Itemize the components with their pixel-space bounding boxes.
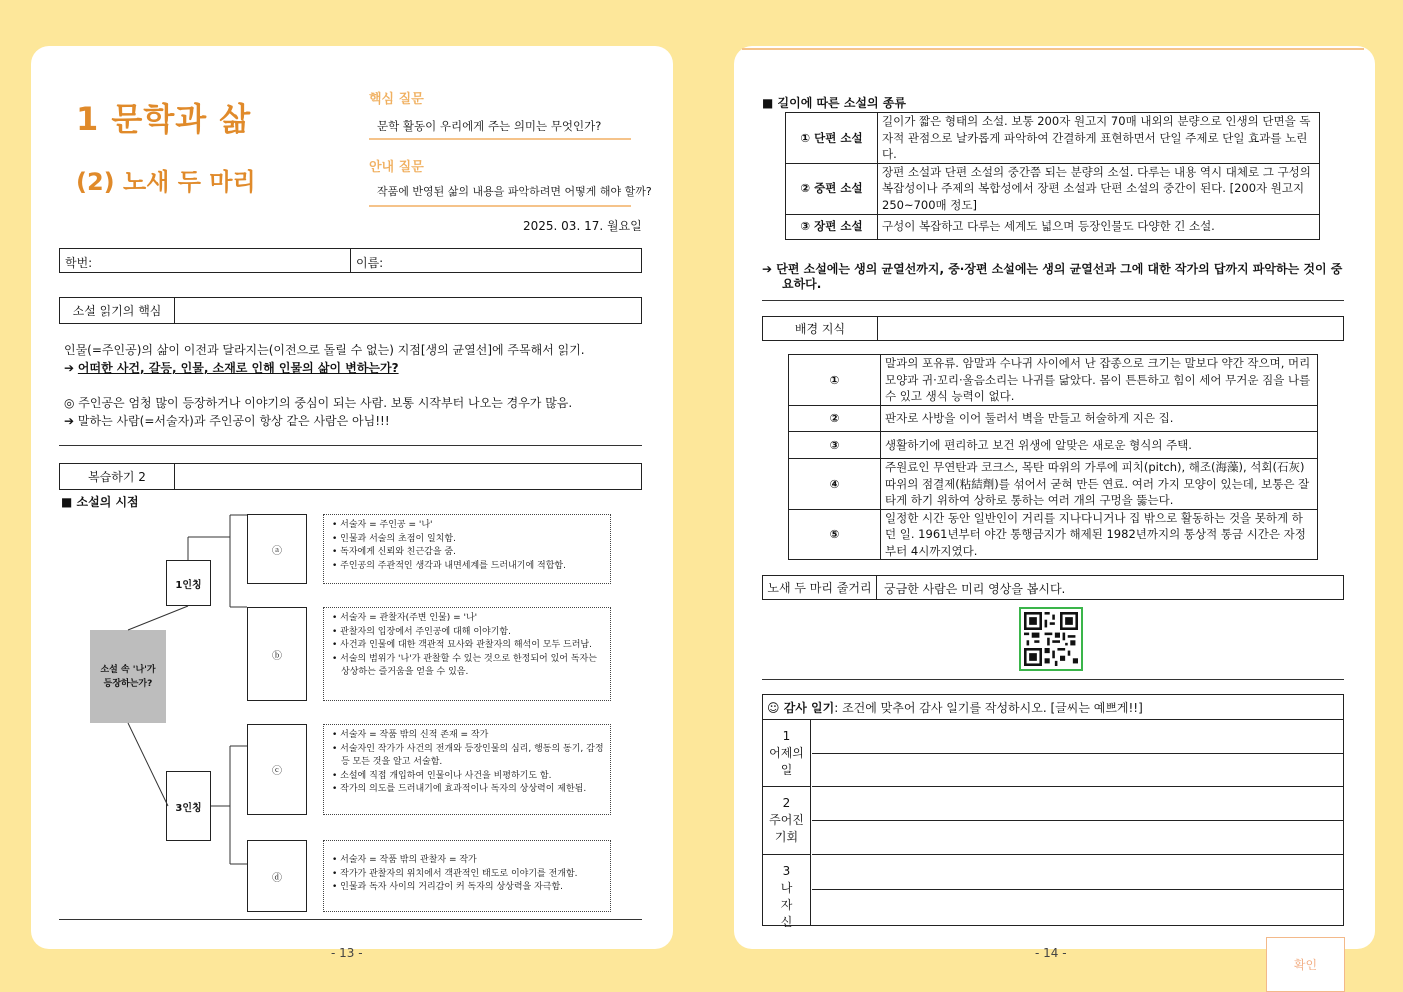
diary-line-input[interactable]	[812, 890, 1343, 925]
table-row	[786, 113, 1320, 164]
background-text: 판자로 사방을 이어 둘러서 벽을 만들고 허술하게 지은 집.	[881, 406, 1318, 432]
novel-type-desc: 구성이 복잡하고 다루는 세계도 넓으며 등장인물도 다양한 긴 소설.	[878, 214, 1320, 239]
arrow-icon: ➔	[64, 414, 75, 428]
note-line: • 주인공의 주관적인 생각과 내면세계를 드러내기에 적합함.	[332, 560, 566, 571]
diary-row-num: 1	[782, 729, 791, 743]
page-number-left: - 13 -	[331, 946, 363, 960]
reading-core-label: 소설 읽기의 핵심	[60, 298, 175, 323]
student-info-box	[59, 248, 642, 273]
core-line-3: ◎ 주인공은 엄청 많이 등장하거나 이야기의 중심이 되는 사람. 보통 시작부터 나오는 경우가 많음.	[64, 396, 573, 410]
diary-row-text: 어제의 일	[769, 746, 804, 777]
divider	[762, 679, 1344, 680]
table-row	[789, 355, 1318, 406]
review-label: 복습하기 2	[60, 464, 175, 489]
diary-line-input[interactable]	[812, 821, 1343, 855]
diary-instruction: : 조건에 맞추어 감사 일기를 작성하시오. [글씨는 예쁘게!!]	[834, 701, 1143, 715]
diary-row-text: 주어진 기회	[769, 813, 804, 844]
summary-line-row	[762, 262, 1344, 292]
background-text: 일정한 시간 동안 일반인이 거리를 지나다니거나 집 밖으로 활동하는 것을 못하게 하던 일. 1961년부터 야간 통행금지가 해제된 1982년까지의 통상적 통금 시간은 자정부터 4시까지였다.	[881, 509, 1318, 560]
note-line: • 서술자 = 작품 밖의 관찰자 = 작가	[332, 855, 477, 865]
core-line-2-row	[64, 359, 399, 376]
core-question-label: 핵심 질문	[369, 92, 424, 107]
table-row	[789, 459, 1318, 510]
left-page	[31, 46, 673, 949]
arrow-icon: ➔	[64, 361, 75, 375]
date: 2025. 03. 17. 월요일	[523, 219, 642, 233]
diary-row-text: 나 자신	[780, 881, 793, 929]
table-row	[789, 406, 1318, 432]
diary-title: ☺ 감사 일기	[767, 701, 835, 715]
novel-type-desc: 장편 소설과 단편 소설의 중간쯤 되는 분량의 소설. 다루는 내용 역시 대체로 그 구성의 복잡성이나 주제의 복합성에서 장편 소설과 단편 소설의 중간이 된다. [200자 원고지 250~700매 정도]	[878, 163, 1320, 214]
background-num: ②	[789, 406, 881, 432]
note-line: • 작가의 의도를 드러내기에 효과적이나 독자의 상상력이 제한됨.	[332, 784, 587, 794]
review-input[interactable]	[176, 465, 640, 488]
root-question-box: 소설 속 '나'가 등장하는가?	[90, 630, 166, 723]
gratitude-diary	[762, 694, 1344, 929]
background-text: 주원료인 무연탄과 코크스, 목탄 따위의 가루에 피치(pitch), 해조(海藻), 석회(石灰) 따위의 점결제(粘結劑)를 섞어서 굳혀 만든 연료. 여러 가지 모양이 있는데, 보통은 잘 타게 하기 위하여 상하로 통하는 여러 개의 구멍을 뚫는다.	[881, 459, 1318, 510]
note-line: • 사건과 인물에 대한 객관적 묘사와 관찰자의 해석이 모두 드러남.	[332, 640, 592, 650]
table-row	[786, 163, 1320, 214]
first-person-box: 1인칭	[166, 560, 211, 606]
guide-question: 작품에 반영된 삶의 내용을 파악하려면 어떻게 해야 할까?	[377, 185, 652, 198]
diary-row-num: 3	[782, 864, 791, 878]
student-id-label: 학번:	[65, 256, 93, 270]
guide-question-label: 안내 질문	[369, 160, 424, 175]
qr-code-image	[1024, 612, 1078, 666]
note-line: • 관찰자의 입장에서 주인공에 대해 이야기함.	[332, 626, 511, 637]
background-num: ①	[789, 355, 881, 406]
diary-line-input[interactable]	[812, 855, 1343, 890]
guide-question-underline	[369, 205, 631, 207]
diary-line-input[interactable]	[812, 720, 1343, 754]
note-d	[323, 840, 611, 912]
viewpoint-heading: ■ 소설의 시점	[61, 495, 139, 509]
background-label: 배경 지식	[763, 317, 878, 340]
note-line: • 서술자 = 관찰자(주변 인물) = '나'	[332, 613, 478, 623]
background-text: 말과의 포유류. 암말과 수나귀 사이에서 난 잡종으로 크기는 말보다 약간 작으며, 머리 모양과 귀·꼬리·울음소리는 나귀를 닮았다. 몸이 튼튼하고 힘이 세어 무거운 짐을 나를 수 있고 생식 능력이 없다.	[881, 355, 1318, 406]
chapter-title: 1 문학과 삶	[76, 100, 252, 138]
diary-line-input[interactable]	[812, 754, 1343, 787]
table-row	[789, 432, 1318, 459]
background-num: ③	[789, 432, 881, 459]
core-question: 문학 활동이 우리에게 주는 의미는 무엇인가?	[377, 119, 602, 133]
novel-type-label: ② 중편 소설	[786, 163, 878, 214]
note-c	[323, 724, 611, 815]
slot-d-box[interactable]: ⓓ	[247, 840, 307, 912]
synopsis-text: 궁금한 사람은 미리 영상을 봅시다.	[884, 582, 1066, 596]
background-text: 생활하기에 편리하고 보건 위생에 알맞은 새로운 형식의 주택.	[881, 432, 1318, 459]
summary-line: 단편 소설에는 생의 균열선까지, 중·장편 소설에는 생의 균열선과 그에 대한 작가의 답까지 파악하는 것이 중요하다.	[776, 262, 1343, 291]
background-num: ⑤	[789, 509, 881, 560]
note-line: • 서술자 = 주인공 = '나'	[332, 520, 433, 530]
background-knowledge-box	[762, 316, 1344, 341]
third-person-box: 3인칭	[166, 771, 211, 841]
core-line-2: 어떠한 사건, 갈등, 인물, 소재로 인해 인물의 삶이 변하는가?	[77, 361, 399, 375]
novel-types-table	[785, 112, 1320, 240]
page-number-right: - 14 -	[1035, 946, 1067, 960]
novel-type-label: ③ 장편 소설	[786, 214, 878, 239]
table-row	[789, 509, 1318, 560]
diary-line-input[interactable]	[812, 787, 1343, 821]
connector-line	[128, 723, 168, 806]
note-a	[323, 514, 611, 584]
table-row	[786, 214, 1320, 239]
core-line-4: 말하는 사람(=서술자)과 주인공이 항상 같은 사람은 아님!!!	[77, 414, 390, 428]
slot-a-box[interactable]: ⓐ	[247, 514, 307, 584]
core-question-underline	[369, 138, 631, 140]
background-num: ④	[789, 459, 881, 510]
connector-line	[128, 606, 188, 630]
slot-b-box[interactable]: ⓑ	[247, 607, 307, 701]
right-page	[734, 46, 1375, 949]
diary-heading	[767, 699, 1143, 716]
background-table	[788, 354, 1318, 560]
note-line: • 소설에 직접 개입하여 인물이나 사건을 비평하기도 함.	[332, 770, 552, 781]
background-input[interactable]	[879, 318, 1342, 339]
note-line: • 작가가 관찰자의 위치에서 객관적인 태도로 이야기를 전개함.	[332, 868, 578, 879]
novel-type-label: ① 단편 소설	[786, 113, 878, 164]
confirm-button[interactable]: 확인	[1266, 937, 1345, 992]
note-line: • 인물과 서술의 초점이 일치함.	[332, 533, 456, 544]
reading-core-input[interactable]	[176, 299, 640, 322]
note-b	[323, 607, 611, 701]
name-label: 이름:	[356, 256, 384, 270]
note-line: • 서술의 범위가 '나'가 관찰할 수 있는 것으로 한정되어 있어 독자는 상상하는 즐거움을 얻을 수 있음.	[332, 653, 597, 677]
note-line: • 독자에게 신뢰와 친근감을 줌.	[332, 547, 456, 557]
divider	[59, 919, 642, 920]
diary-row-label	[763, 720, 811, 787]
diary-row-label	[763, 855, 811, 929]
diary-row-num: 2	[782, 796, 791, 810]
reading-core-box	[59, 297, 642, 324]
lesson-title: (2) 노새 두 마리	[76, 168, 256, 196]
review-box	[59, 463, 642, 490]
novel-types-heading: ■ 길이에 따른 소설의 종류	[762, 96, 906, 110]
qr-code[interactable]	[1019, 607, 1083, 671]
core-line-1: 인물(=주인공)의 삶이 이전과 달라지는(이전으로 돌릴 수 없는) 지점[생의 균열선]에 주목해서 읽기.	[64, 343, 585, 357]
top-accent-line	[742, 48, 1364, 50]
novel-type-desc: 길이가 짧은 형태의 소설. 보통 200자 원고지 70매 내외의 분량으로 인생의 단면을 독자적 관점으로 날카롭게 파악하여 간결하게 표현하면서 단일 주제로 단일 효과를 노린다.	[878, 113, 1320, 164]
synopsis-label: 노새 두 마리 줄거리	[763, 576, 877, 599]
divider	[59, 445, 642, 446]
divider	[762, 300, 1344, 301]
note-line: • 인물과 독자 사이의 거리감이 커 독자의 상상력을 자극함.	[332, 882, 564, 892]
name-input[interactable]	[351, 250, 641, 271]
synopsis-box	[762, 575, 1344, 600]
core-line-4-row	[64, 412, 390, 429]
arrow-icon: ➔	[762, 262, 777, 276]
note-line: • 서술자 = 작품 밖의 신적 존재 = 작가	[332, 730, 489, 740]
slot-c-box[interactable]: ⓒ	[247, 724, 307, 815]
note-line: • 서술자인 작가가 사건의 전개와 등장인물의 심리, 행동의 동기, 감정 등 모든 것을 알고 서술함.	[332, 743, 604, 767]
diary-row-label	[763, 787, 811, 855]
